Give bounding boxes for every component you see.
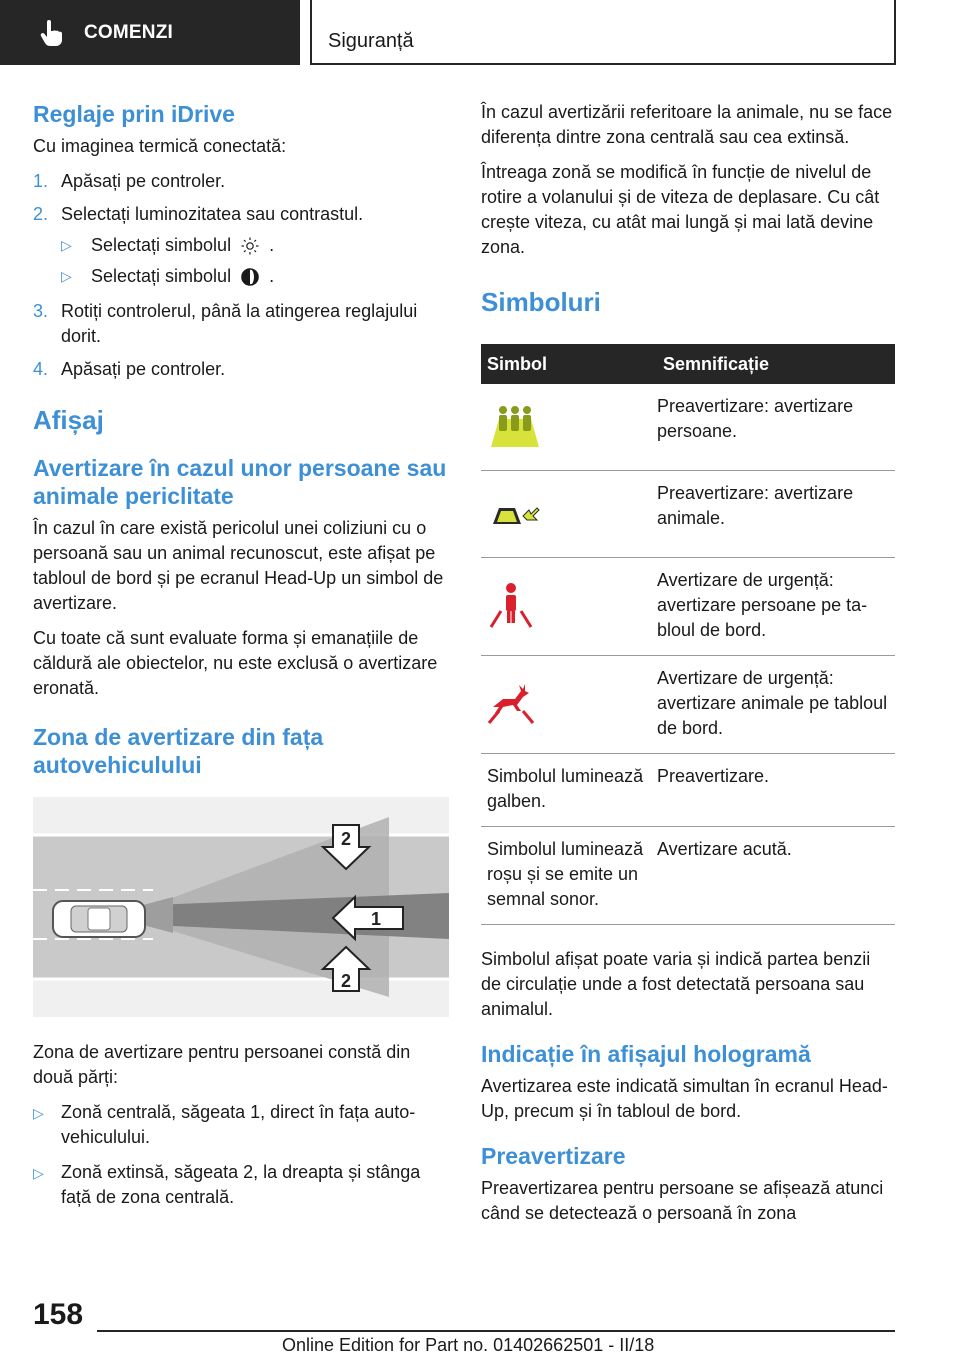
arrow-label-bottom: 2: [340, 971, 352, 991]
substep-brightness: [61, 233, 449, 258]
arrow-label-top: 2: [340, 829, 352, 849]
table-row: [481, 827, 895, 925]
chapter-label: Siguranță: [328, 30, 414, 52]
step-text: Apăsați pe controler.: [61, 171, 226, 191]
step-number: 3.: [33, 301, 49, 321]
table-row: [481, 471, 895, 558]
step-number: 4.: [33, 359, 49, 379]
warning-zone-diagram: [33, 797, 449, 1017]
substep-text: Selectați simbolul: [91, 266, 232, 286]
list-item: [33, 169, 449, 194]
column-header-symbol: Simbol: [481, 344, 651, 384]
table-header-row: [481, 344, 895, 384]
step-text: Selectați luminozitatea sau contrastul.: [61, 204, 364, 224]
right-column: [481, 100, 895, 1226]
substep-text: Selectați simbolul: [91, 235, 232, 255]
meaning-cell: Preavertizare.: [651, 754, 895, 827]
list-item: [33, 357, 449, 382]
substep-period: .: [269, 235, 275, 255]
prewarning-heading: Preavertizare: [481, 1143, 626, 1169]
arrow-label-center: 1: [370, 909, 382, 929]
symbol-text-cell: Simbolul luminează galben.: [481, 754, 651, 827]
footer-edition: Online Edition for Part no. 01402662501 - II/18: [282, 1335, 655, 1355]
brightness-sun-icon: [241, 237, 259, 255]
hand-pointer-icon: [36, 18, 66, 48]
list-item: [33, 1160, 449, 1210]
display-heading: Afișaj: [33, 405, 104, 435]
zone-intro: Zona de avertizare pentru persoanei constă din două părți:: [33, 1042, 411, 1087]
idrive-intro: Cu imaginea termică conectată:: [33, 136, 287, 156]
list-item: [33, 299, 449, 349]
header-section-tab[interactable]: [0, 0, 300, 65]
table-row: [481, 558, 895, 656]
triangle-bullet-icon: ▷: [61, 268, 72, 284]
zone-heading: Zona de avertizare din fața autovehiculului: [33, 724, 324, 778]
list-item: [33, 202, 449, 227]
table-row: [481, 754, 895, 827]
contrast-icon: [241, 268, 259, 286]
triangle-bullet-icon: ▷: [61, 237, 72, 253]
header-chapter-tab[interactable]: [310, 0, 896, 65]
meaning-cell: Avertizare acută.: [651, 827, 895, 925]
symbol-variation-paragraph: Simbolul afișat poate varia și indică partea benzii de circulație unde a fost detectată persoana sau animalul.: [481, 949, 871, 1019]
hologram-heading: Indicație în afișajul hologramă: [481, 1041, 811, 1067]
step-number: 1.: [33, 171, 49, 191]
column-header-meaning: Semnificație: [651, 344, 895, 384]
symbols-table: [481, 344, 895, 925]
animal-prewarning-icon: [487, 496, 543, 530]
meaning-cell: Avertizare de urgență: avertizare persoane pe tabloul de bord.: [651, 558, 895, 656]
step-text: Rotiți controlerul, până la atingerea reglajului dorit.: [61, 301, 418, 346]
step-text: Apăsați pe controler.: [61, 359, 226, 379]
person-urgent-warning-icon: [487, 581, 535, 629]
zone-change-paragraph: Întreaga zonă se modifică în funcție de nivelul de rotire a volanului și de viteza de deplasare. Cu cât crește viteza, cu atât mai lungă și mai lată devine zona.: [481, 162, 880, 257]
deer-urgent-warning-icon: [487, 681, 535, 725]
page-number: 158: [33, 1298, 84, 1331]
symbol-text-cell: Simbolul luminează roșu și se emite un semnal sonor.: [481, 827, 651, 925]
triangle-bullet-icon: ▷: [33, 1105, 44, 1121]
zone-list: [33, 1100, 449, 1210]
left-column: [33, 100, 449, 1210]
table-row: [481, 656, 895, 754]
animal-warning-paragraph: În cazul avertizării referitoare la animale, nu se face diferența dintre zona centrală sau cea extinsă.: [481, 102, 893, 147]
symbols-heading: Simboluri: [481, 287, 601, 317]
section-label: COMENZI: [84, 21, 174, 43]
warning-paragraph-2: Cu toate că sunt evaluate forma și emanațiile de căldură ale obiectelor, nu este exclusă o avertizare eronată.: [33, 628, 438, 698]
warning-paragraph-1: În cazul în care există pericolul unei coliziuni cu o persoană sau un animal recunoscut, este afișat pe tabloul de bord și pe ecranul Head-Up un simbol de avertizare.: [33, 518, 444, 613]
meaning-cell: Avertizare de urgență: avertizare animale pe tabloul de bord.: [651, 656, 895, 754]
persons-prewarning-icon: [487, 403, 543, 449]
list-item: [33, 1100, 449, 1150]
prewarning-text: Preavertizarea pentru persoane se afișează atunci când se detectează o persoană în zona: [481, 1178, 884, 1223]
step-number: 2.: [33, 204, 49, 224]
substep-contrast: [61, 264, 449, 289]
hologram-text: Avertizarea este indicată simultan în ecranul Head-Up, precum și în tabloul de bord.: [481, 1076, 888, 1121]
zone-item-text: Zonă centrală, săgeata 1, direct în fața autovehiculului.: [61, 1102, 416, 1147]
footer-divider: [97, 1330, 895, 1332]
warning-heading: Avertizare în cazul unor persoane sau animale periclitate: [33, 455, 447, 509]
table-row: [481, 384, 895, 471]
meaning-cell: Preavertizare: avertizare animale.: [651, 471, 895, 558]
triangle-bullet-icon: ▷: [33, 1165, 44, 1181]
substep-period: .: [269, 266, 275, 286]
idrive-heading: Reglaje prin iDrive: [33, 101, 235, 127]
steps-list: [33, 169, 449, 382]
meaning-cell: Preavertizare: avertizare persoane.: [651, 384, 895, 471]
zone-item-text: Zonă extinsă, săgeata 2, la dreapta și stânga față de zona centrală.: [61, 1162, 421, 1207]
